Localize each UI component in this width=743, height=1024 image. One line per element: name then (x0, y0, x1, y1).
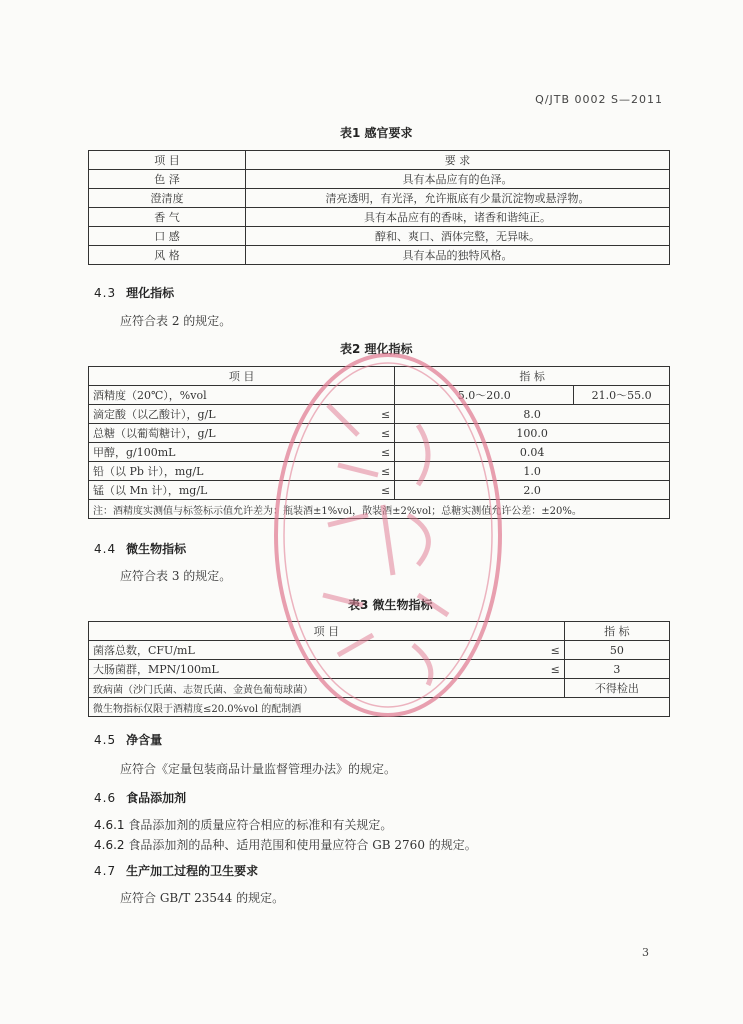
table3-head-item: 项 目 (89, 622, 565, 641)
cell: 总糖（以葡萄糖计），g/L (89, 424, 373, 443)
table2-caption: 表2 理化指标 (340, 342, 413, 356)
cell: ≤ (372, 405, 395, 424)
cell: ≤ (372, 481, 395, 500)
cell: ≤ (372, 462, 395, 481)
cell: ≤ (372, 443, 395, 462)
cell: 香 气 (89, 208, 246, 227)
standard-number: Q/JTB 0002 S—2011 (535, 93, 663, 106)
table1 (88, 150, 670, 265)
cell: 清亮透明，有光泽，允许瓶底有少量沉淀物或悬浮物。 (246, 189, 670, 208)
cell: 21.0～55.0 (574, 386, 670, 405)
section-number: 4.7 (94, 864, 117, 878)
section-4-7-text: 应符合 GB/T 23544 的规定。 (120, 891, 285, 905)
cell: 风 格 (89, 246, 246, 265)
section-4-4 (94, 540, 186, 557)
section-title: 理化指标 (126, 286, 175, 300)
cell: 不得检出 (564, 679, 669, 698)
cell: 8.0 (395, 405, 670, 424)
cell: 色 泽 (89, 170, 246, 189)
section-4-3 (94, 284, 174, 301)
cell: 澄清度 (89, 189, 246, 208)
cell: 铅（以 Pb 计），mg/L (89, 462, 373, 481)
cell: 口 感 (89, 227, 246, 246)
section-4-5 (94, 731, 162, 748)
section-title: 微生物指标 (126, 542, 187, 556)
item-number: 4.6.1 (94, 818, 125, 832)
cell: 0.04 (395, 443, 670, 462)
cell: 50 (564, 641, 669, 660)
section-4-4-text: 应符合表 3 的规定。 (120, 569, 232, 583)
section-4-6-2 (94, 836, 477, 853)
table2-head-item: 项 目 (89, 367, 395, 386)
section-number: 4.6 (94, 791, 117, 805)
cell: 菌落总数，CFU/mL (89, 641, 542, 660)
cell: 滴定酸（以乙酸计），g/L (89, 405, 373, 424)
table-row (89, 189, 670, 208)
cell: 具有本品的独特风格。 (246, 246, 670, 265)
section-number: 4.5 (94, 733, 117, 747)
section-4-6-1 (94, 816, 392, 833)
section-4-5-text: 应符合《定量包装商品计量监督管理办法》的规定。 (120, 762, 397, 776)
table-row (89, 208, 670, 227)
table3-note: 微生物指标仅限于酒精度≤20.0%vol 的配制酒 (89, 698, 670, 717)
table3-caption: 表3 微生物指标 (348, 598, 433, 612)
cell: 醇和、爽口、酒体完整，无异味。 (246, 227, 670, 246)
section-number: 4.3 (94, 286, 117, 300)
stamp-glyphs (323, 405, 448, 685)
cell: 甲醇，g/100mL (89, 443, 373, 462)
cell: 致病菌（沙门氏菌、志贺氏菌、金黄色葡萄球菌） (89, 679, 542, 698)
table-row (89, 170, 670, 189)
table1-caption: 表1 感官要求 (340, 126, 413, 140)
cell: 3 (564, 660, 669, 679)
table1-head-req: 要 求 (246, 151, 670, 170)
cell: 酒精度（20℃），%vol (89, 386, 373, 405)
item-text: 食品添加剂的质量应符合相应的标准和有关规定。 (128, 818, 393, 832)
item-number: 4.6.2 (94, 838, 125, 852)
table2-head-index: 指 标 (395, 367, 670, 386)
cell: 大肠菌群，MPN/100mL (89, 660, 542, 679)
table1-head-item: 项 目 (89, 151, 246, 170)
table3-head-index: 指 标 (564, 622, 669, 641)
official-stamp (268, 345, 508, 725)
section-4-6 (94, 789, 186, 806)
section-title: 净含量 (126, 733, 163, 747)
table-row (89, 246, 670, 265)
page-number: 3 (642, 946, 649, 959)
cell (542, 679, 565, 698)
cell: ≤ (372, 424, 395, 443)
cell: 100.0 (395, 424, 670, 443)
cell: 2.0 (395, 481, 670, 500)
cell: 具有本品应有的色泽。 (246, 170, 670, 189)
table-row (89, 227, 670, 246)
cell: ≤ (542, 660, 565, 679)
table2-note: 注：酒精度实测值与标签标示值允许差为：瓶装酒±1%vol，散装酒±2%vol；总糖实测值允许公差：±20%。 (89, 500, 670, 519)
cell: 5.0～20.0 (395, 386, 574, 405)
cell: ≤ (542, 641, 565, 660)
section-title: 生产加工过程的卫生要求 (126, 864, 259, 878)
table-row (89, 151, 670, 170)
cell: 1.0 (395, 462, 670, 481)
section-title: 食品添加剂 (126, 791, 187, 805)
section-4-3-text: 应符合表 2 的规定。 (120, 314, 232, 328)
cell: 具有本品应有的香味，诸香和谐纯正。 (246, 208, 670, 227)
section-number: 4.4 (94, 542, 117, 556)
item-text: 食品添加剂的品种、适用范围和使用量应符合 GB 2760 的规定。 (128, 838, 477, 852)
section-4-7 (94, 862, 258, 879)
cell: 锰（以 Mn 计），mg/L (89, 481, 373, 500)
